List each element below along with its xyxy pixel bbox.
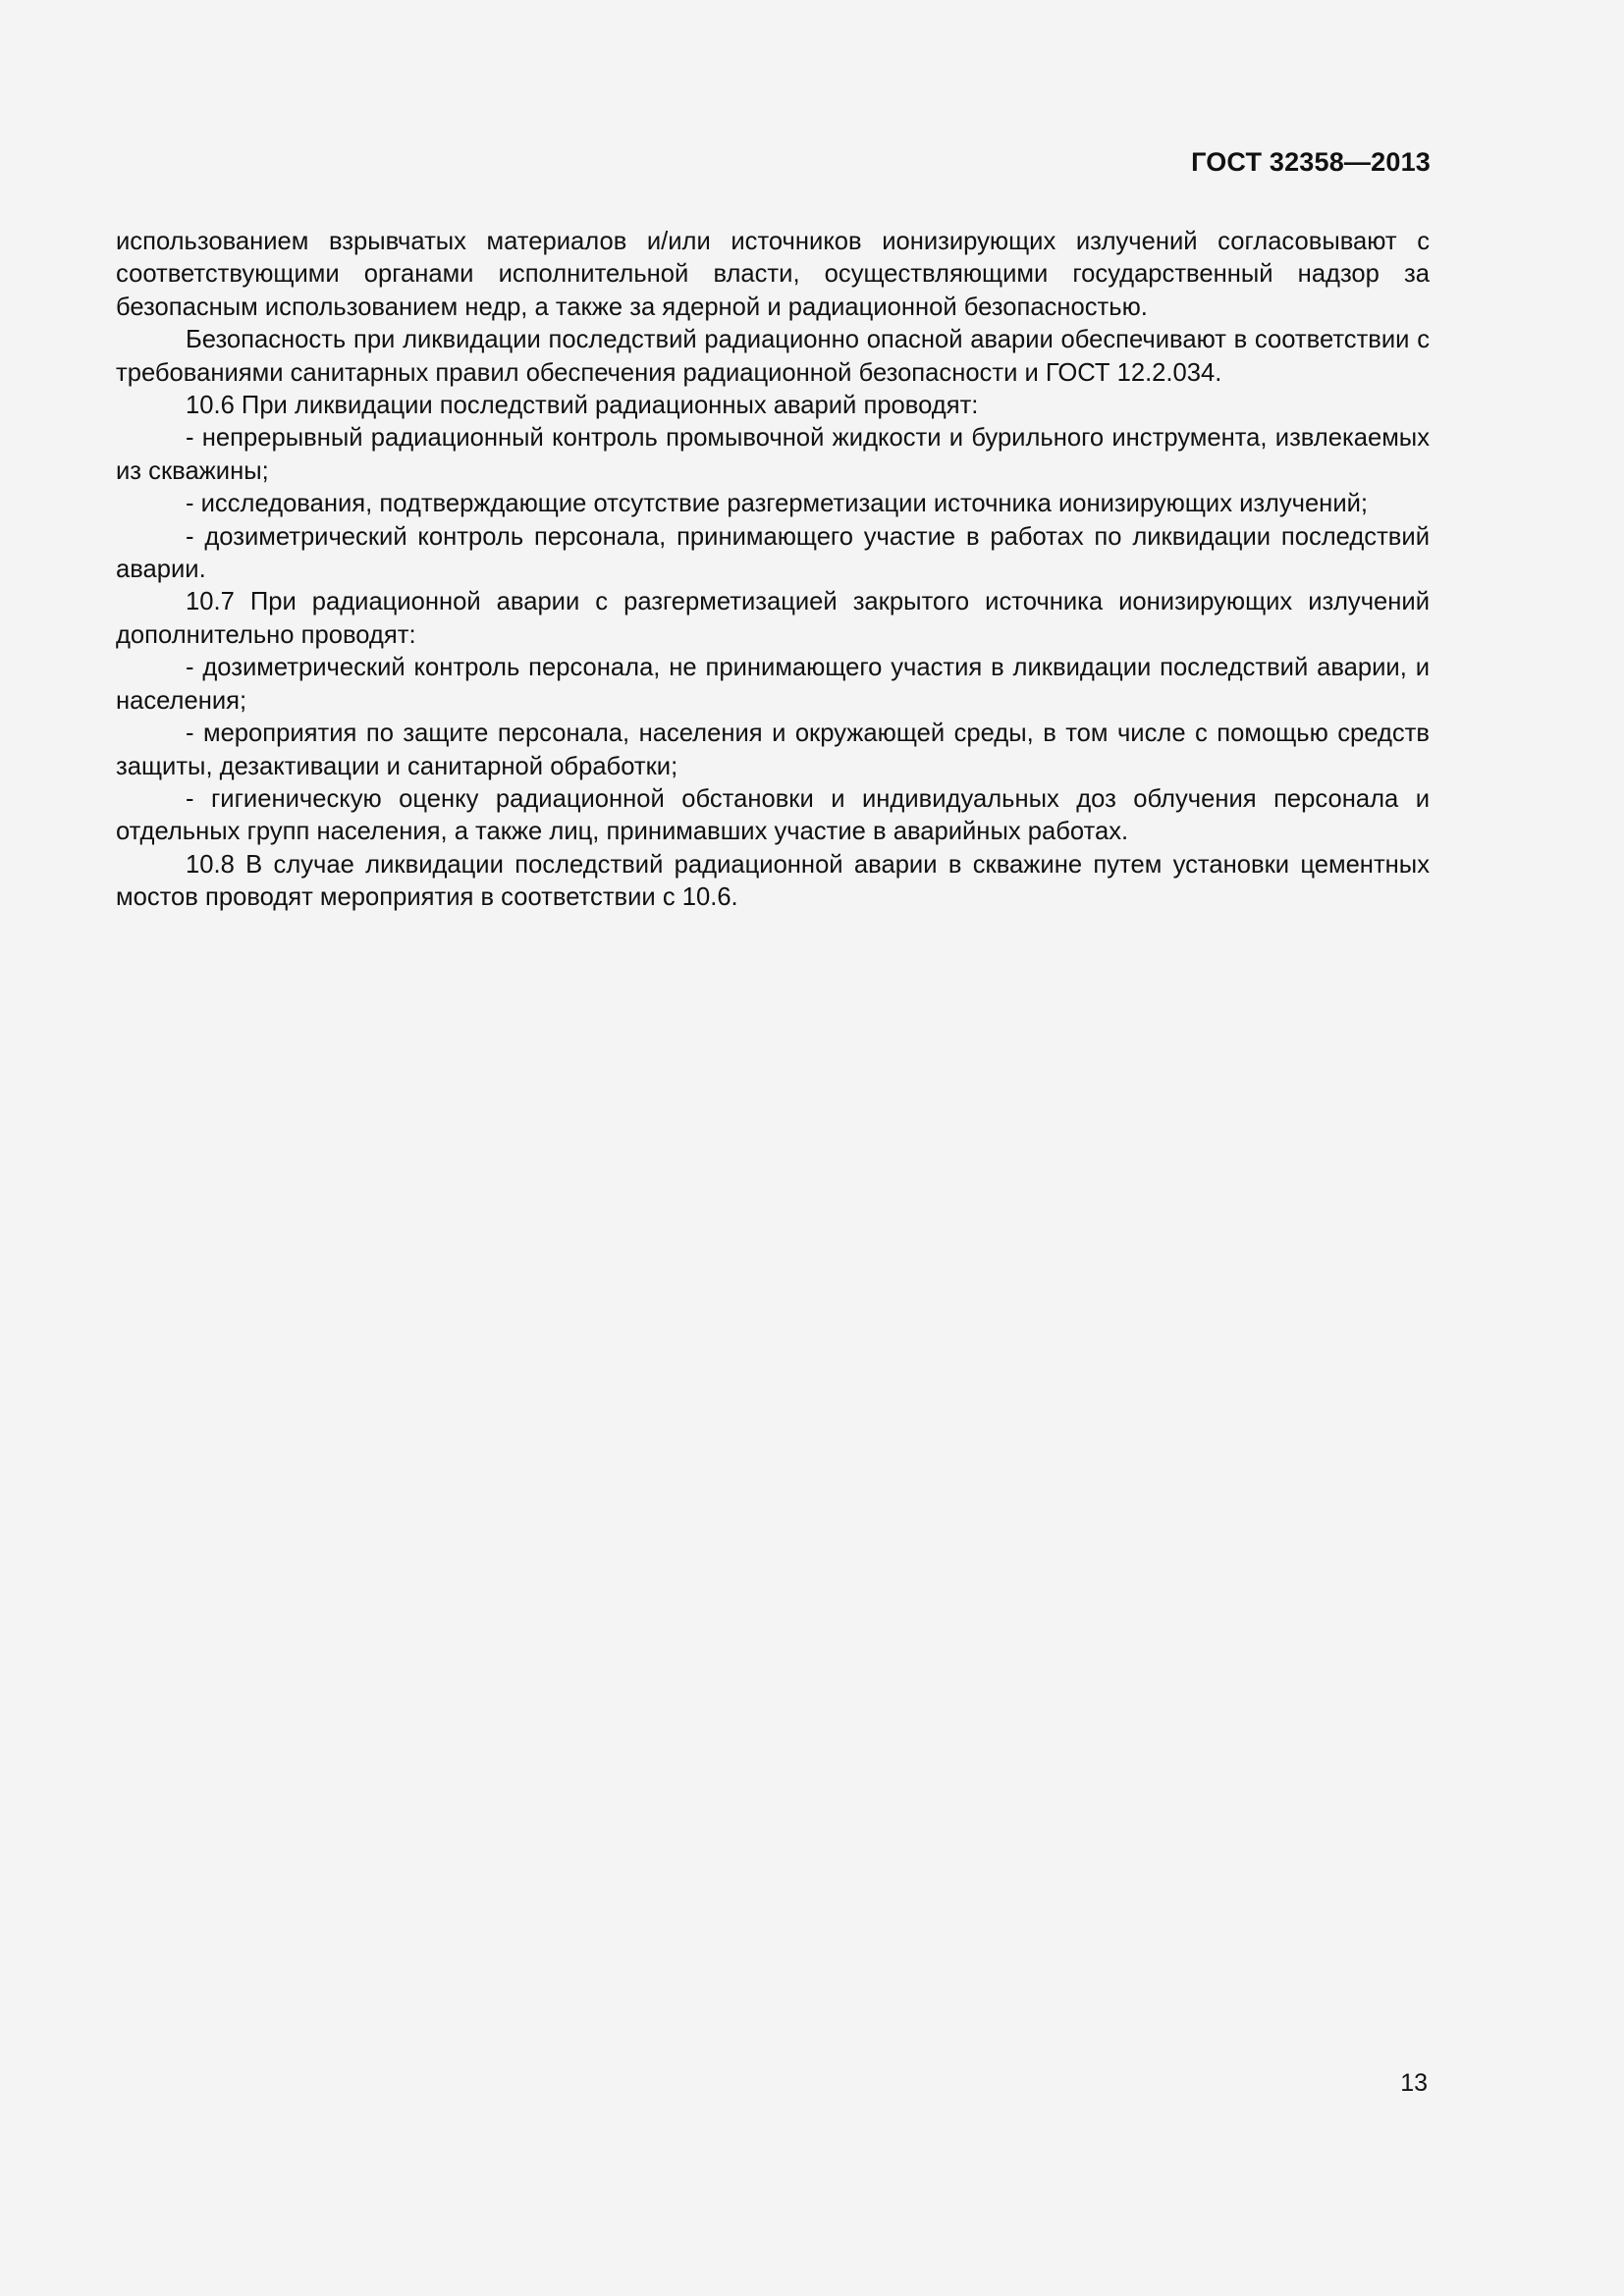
list-item: - гигиеническую оценку радиационной обстановки и индивидуальных доз облучения персонала и отдельных групп населения, а также лиц, принимавших участие в аварийных работах. xyxy=(116,784,1430,846)
document-body xyxy=(116,226,1430,915)
page-number: 13 xyxy=(1400,2069,1428,2097)
list-item: - дозиметрический контроль персонала, принимающего участие в работах по ликвидации последствий аварии. xyxy=(116,522,1430,584)
clause-10-7: 10.7 При радиационной аварии с разгерметизацией закрытого источника ионизирующих излучений дополнительно проводят: xyxy=(116,588,1430,649)
paragraph-continuation: использованием взрывчатых материалов и/или источников ионизирующих излучений согласовывают с соответствующими органами исполнительной власти, осуществляющими государственный надзор за безопасным использованием недр, а также за ядерной и радиационной безопасностью. xyxy=(116,228,1430,321)
document-header xyxy=(1191,147,1431,178)
standard-designation: ГОСТ 32358—2013 xyxy=(1191,147,1431,177)
paragraph-safety: Безопасность при ликвидации последствий радиационно опасной аварии обеспечивают в соответствии с требованиями санитарных правил обеспечения радиационной безопасности и ГОСТ 12.2.034. xyxy=(116,326,1430,387)
list-item: - исследования, подтверждающие отсутствие разгерметизации источника ионизирующих излучений; xyxy=(186,490,1369,518)
list-item: - дозиметрический контроль персонала, не принимающего участия в ликвидации последствий аварии, и населения; xyxy=(116,654,1430,715)
list-item: - непрерывный радиационный контроль промывочной жидкости и бурильного инструмента, извлекаемых из скважины; xyxy=(116,424,1430,485)
clause-10-6: 10.6 При ликвидации последствий радиационных аварий проводят: xyxy=(186,392,979,420)
clause-10-8: 10.8 В случае ликвидации последствий радиационной аварии в скважине путем установки цементных мостов проводят мероприятия в соответствии с 10.6. xyxy=(116,850,1430,912)
list-item: - мероприятия по защите персонала, населения и окружающей среды, в том числе с помощью средств защиты, дезактивации и санитарной обработки; xyxy=(116,720,1430,780)
